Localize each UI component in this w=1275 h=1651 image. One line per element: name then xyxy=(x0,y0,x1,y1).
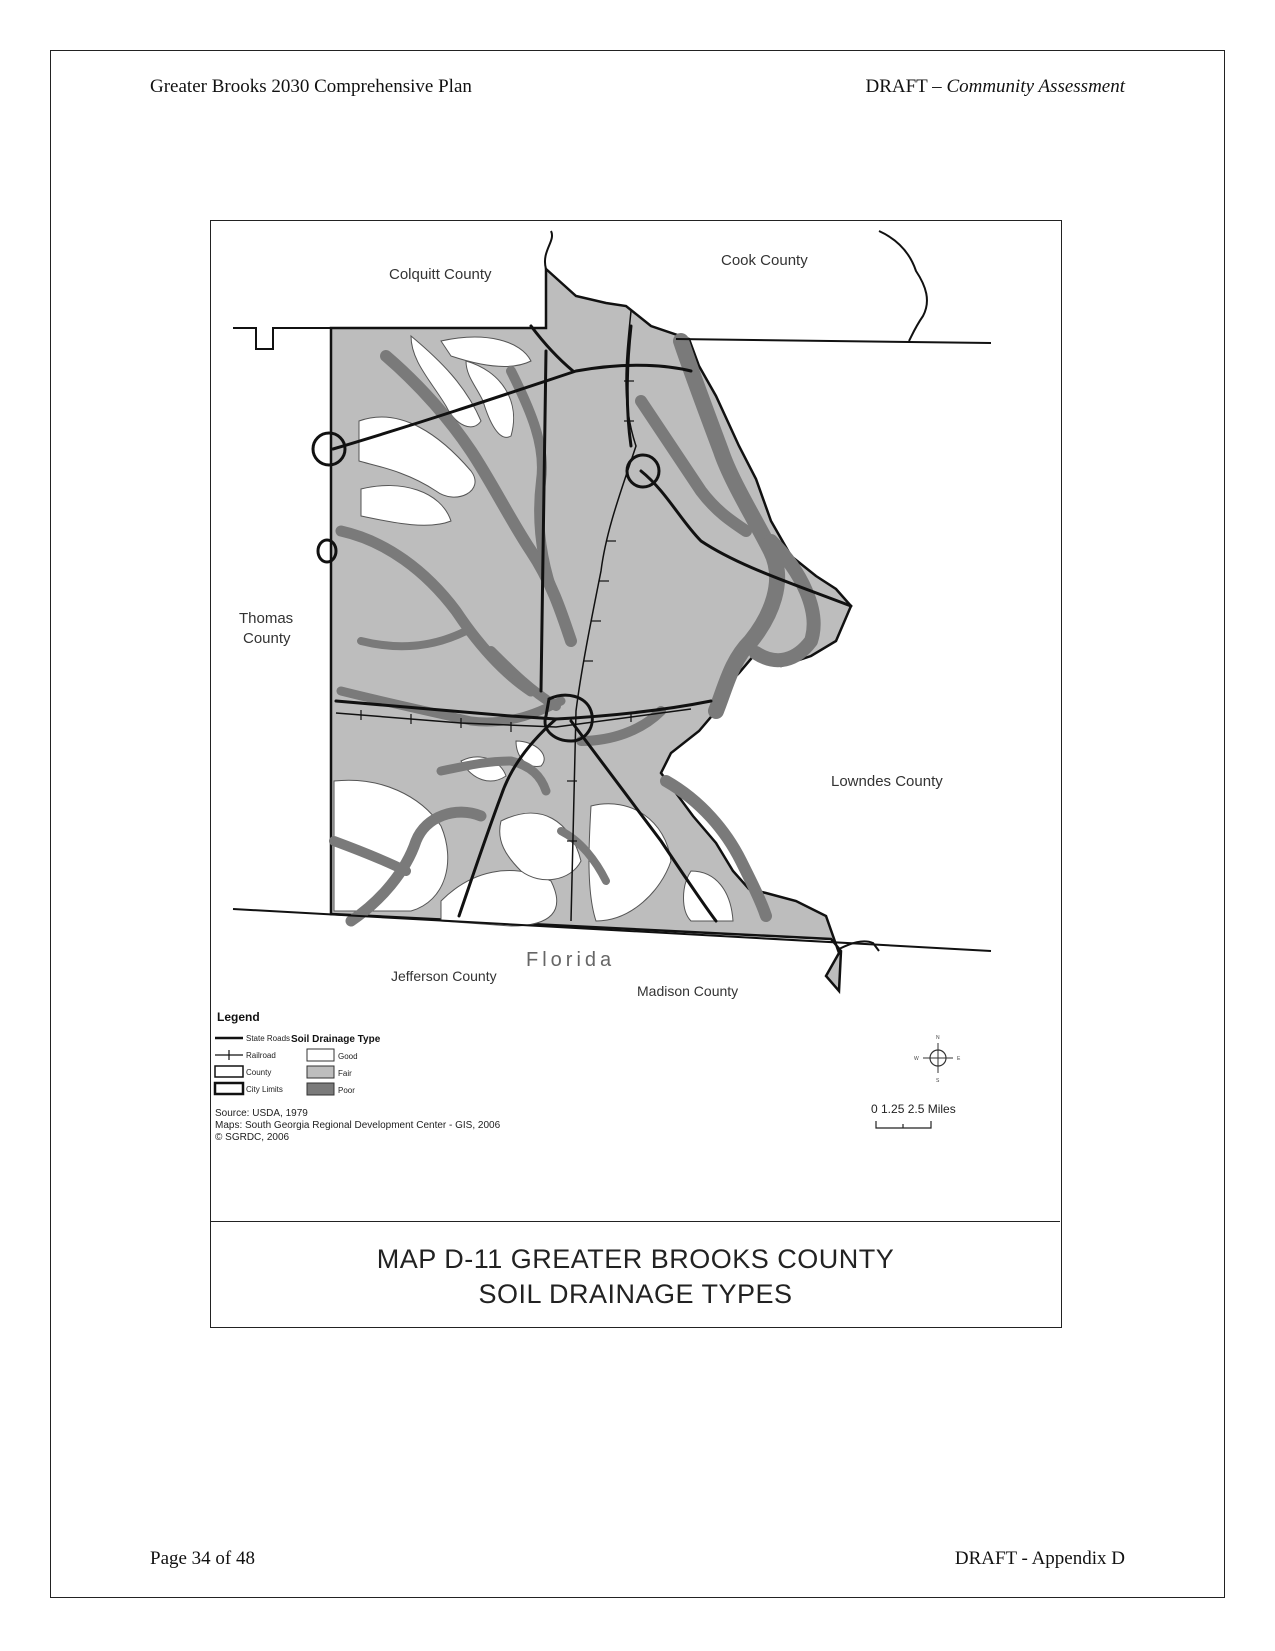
draft-prefix: DRAFT – xyxy=(865,76,947,97)
city-limits-label: City Limits xyxy=(246,1085,283,1094)
fair-label: Fair xyxy=(338,1069,352,1078)
source-line-1: Source: USDA, 1979 xyxy=(215,1108,308,1119)
appendix-label: DRAFT - Appendix D xyxy=(954,1548,1125,1569)
legend-title: Legend xyxy=(217,1010,260,1024)
florida-label: Florida xyxy=(526,949,616,971)
lowndes-county-label: Lowndes County xyxy=(831,773,943,790)
map-title-line-1: MAP D-11 GREATER BROOKS COUNTY xyxy=(376,1244,895,1274)
good-swatch xyxy=(307,1049,334,1061)
compass-south: S xyxy=(936,1078,940,1084)
cook-county-label: Cook County xyxy=(721,252,808,269)
legend xyxy=(215,1010,501,1143)
scale-label: 0 1.25 2.5 Miles xyxy=(871,1102,956,1116)
thomas-county-label-1: Thomas xyxy=(239,610,294,627)
page-number: Page 34 of 48 xyxy=(150,1548,256,1569)
compass-north: N xyxy=(936,1035,940,1041)
draft-section-label xyxy=(865,76,1125,98)
source-line-2: Maps: South Georgia Regional Development Center - GIS, 2006 xyxy=(215,1120,501,1131)
county-label: County xyxy=(246,1068,272,1077)
scale-bar xyxy=(871,1102,956,1128)
soil-type-title: Soil Drainage Type xyxy=(291,1034,381,1045)
north-arrow-icon xyxy=(914,1035,961,1084)
map-title-box xyxy=(211,1221,1060,1326)
colquitt-county-label: Colquitt County xyxy=(389,266,492,283)
poor-label: Poor xyxy=(338,1086,355,1095)
city-limits-swatch xyxy=(215,1083,243,1094)
compass-west: W xyxy=(914,1056,919,1062)
fair-swatch xyxy=(307,1066,334,1078)
source-line-3: © SGRDC, 2006 xyxy=(215,1132,290,1143)
railroad-label: Railroad xyxy=(246,1051,276,1060)
document-title: Greater Brooks 2030 Comprehensive Plan xyxy=(150,76,472,97)
poor-swatch xyxy=(307,1083,334,1095)
section-name: Community Assessment xyxy=(946,76,1125,97)
map-figure xyxy=(210,220,1062,1328)
thomas-county-label-2: County xyxy=(243,630,291,647)
county-swatch xyxy=(215,1066,243,1077)
madison-county-label: Madison County xyxy=(637,983,739,999)
map-title-line-2: SOIL DRAINAGE TYPES xyxy=(478,1279,793,1309)
state-roads-label: State Roads xyxy=(246,1034,291,1043)
good-label: Good xyxy=(338,1052,358,1061)
jefferson-county-label: Jefferson County xyxy=(391,968,497,984)
soil-drainage-map xyxy=(211,221,1060,1221)
compass-east: E xyxy=(957,1056,961,1062)
